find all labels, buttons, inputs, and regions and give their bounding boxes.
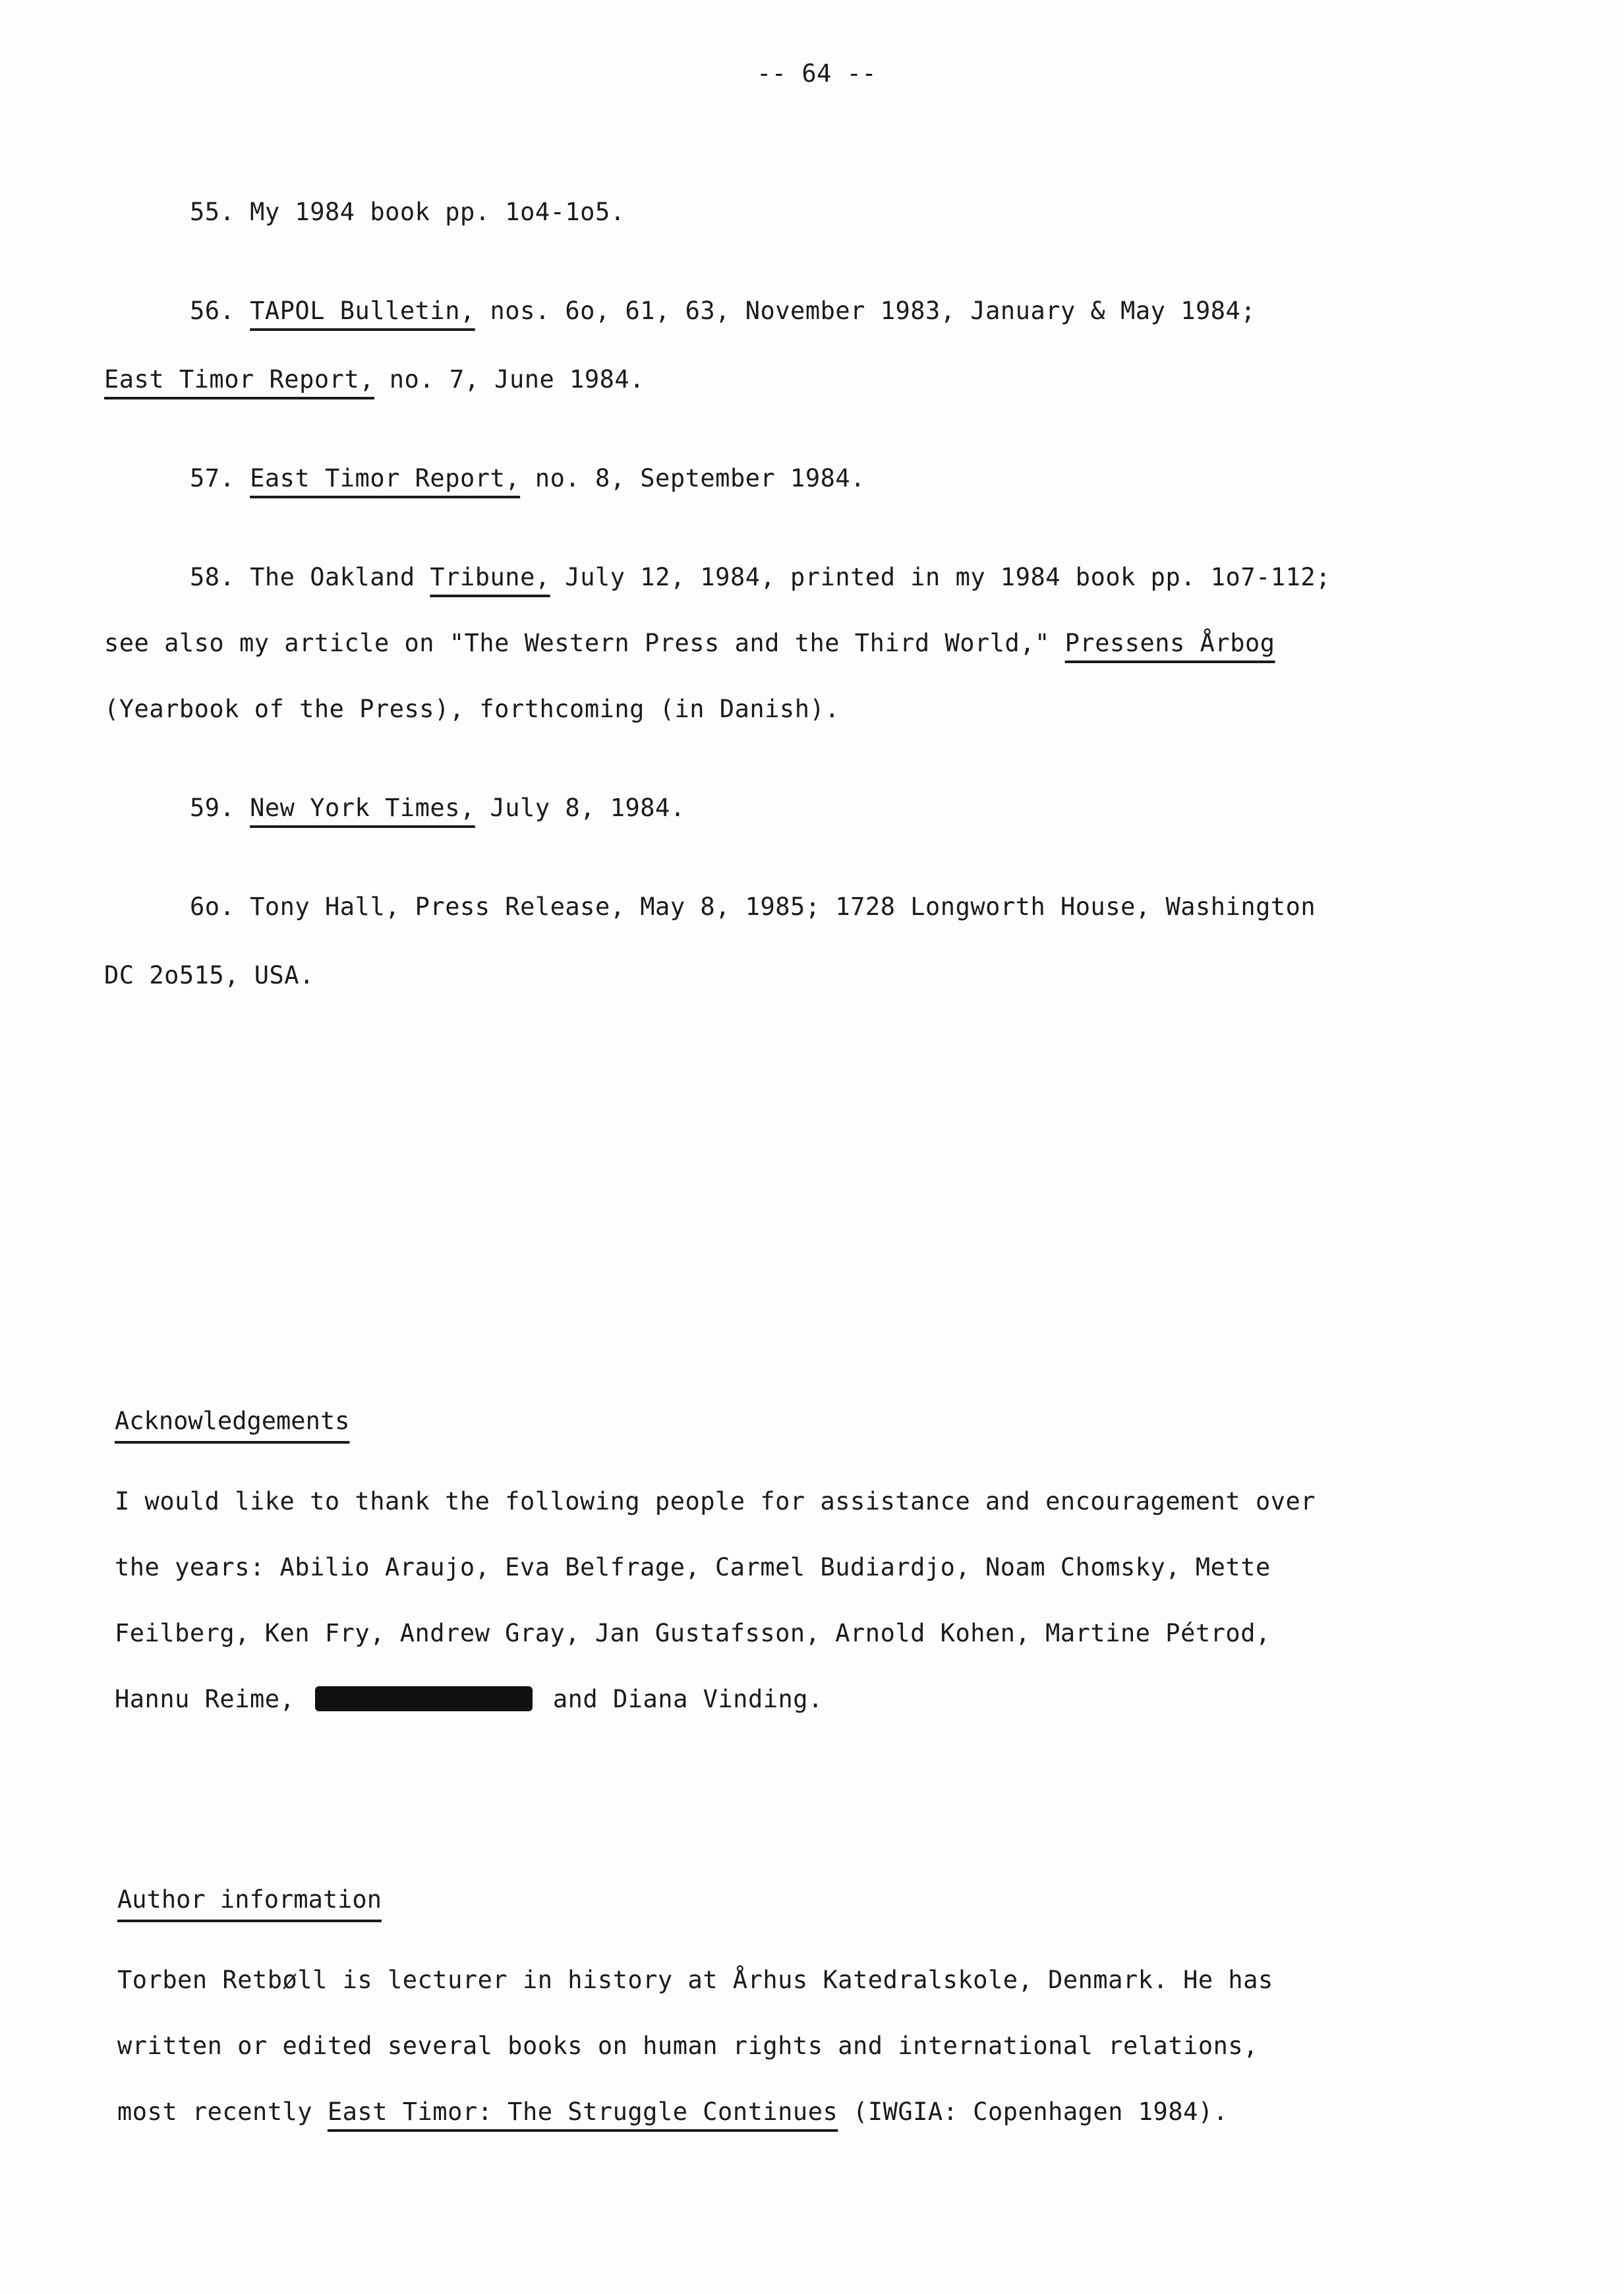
note-58-text-1: July 12, 1984, printed in my 1984 book pp. 1o7-112; (550, 563, 1331, 591)
author-line-3-post: (IWGIA: Copenhagen 1984). (838, 2098, 1229, 2126)
note-57-number: 57. (190, 464, 235, 492)
author-line-3-pre: most recently (117, 2098, 328, 2126)
acknowledgements-line-2: the years: Abilio Araujo, Eva Belfrage, Carmel Budiardjo, Noam Chomsky, Mette (115, 1553, 1271, 1581)
note-58-pre-1: The Oakland (250, 563, 430, 591)
note-58-line-1 (190, 562, 1331, 593)
redaction-mark (315, 1686, 533, 1711)
note-58-title-pressens: Pressens Årbog (1064, 629, 1275, 657)
page-number: -- 64 -- (757, 59, 877, 88)
note-57-title: East Timor Report, (250, 464, 521, 492)
note-57 (190, 463, 865, 494)
acknowledgements-line-4 (115, 1684, 823, 1715)
note-60-number: 6o. (190, 893, 235, 921)
note-58-pre-2: see also my article on "The Western Press and the Third World," (104, 629, 1065, 657)
note-56-title-tapol: TAPOL Bulletin, (250, 297, 475, 325)
acknowledgements-line-4-pre: Hannu Reime, (115, 1685, 310, 1713)
note-58-line-2 (104, 628, 1275, 659)
note-55-number: 55. (190, 198, 235, 226)
note-56-text-1: nos. 6o, 61, 63, November 1983, January & May 1984; (475, 297, 1256, 325)
note-56-text-2: no. 7, June 1984. (374, 365, 645, 394)
note-60-text-1: Tony Hall, Press Release, May 8, 1985; 1728 Longworth House, Washington (250, 893, 1316, 921)
note-60-line-1 (190, 891, 1316, 923)
acknowledgements-line-1: I would like to thank the following people for assistance and encouragement over (115, 1487, 1316, 1515)
note-56-line-1 (190, 295, 1256, 327)
note-55 (190, 196, 625, 228)
acknowledgements-heading: Acknowledgements (115, 1407, 350, 1435)
author-line-1: Torben Retbøll is lecturer in history at Århus Katedralskole, Denmark. He has (117, 1966, 1273, 1994)
note-59-text: July 8, 1984. (475, 794, 685, 822)
note-58-number: 58. (190, 563, 235, 591)
note-56-line-2 (104, 364, 645, 396)
acknowledgements-line-4-post: and Diana Vinding. (538, 1685, 823, 1713)
note-59 (190, 792, 685, 824)
note-59-title: New York Times, (250, 794, 475, 822)
note-59-number: 59. (190, 794, 235, 822)
author-information-heading: Author information (117, 1885, 382, 1914)
note-56-title-etr: East Timor Report, (104, 365, 374, 394)
note-56-number: 56. (190, 297, 235, 325)
note-57-text: no. 8, September 1984. (520, 464, 865, 492)
acknowledgements-line-3: Feilberg, Ken Fry, Andrew Gray, Jan Gustafsson, Arnold Kohen, Martine Pétrod, (115, 1619, 1271, 1647)
author-book-title: East Timor: The Struggle Continues (327, 2098, 838, 2126)
author-line-3 (117, 2096, 1228, 2128)
note-60-line-2: DC 2o515, USA. (104, 961, 314, 989)
author-line-2: written or edited several books on human rights and international relations, (117, 2032, 1258, 2060)
note-58-title-tribune: Tribune, (430, 563, 550, 591)
note-55-text: My 1984 book pp. 1o4-1o5. (250, 198, 625, 226)
note-58-line-3: (Yearbook of the Press), forthcoming (in Danish). (104, 695, 840, 723)
